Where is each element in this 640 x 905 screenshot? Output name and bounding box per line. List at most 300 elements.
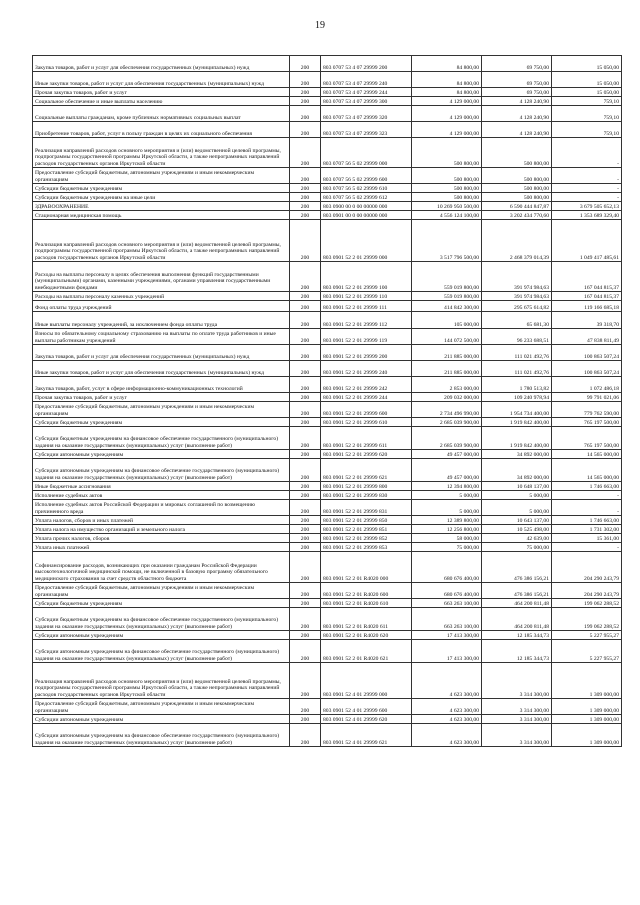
row-approved-amount: 2 734 496 990,00	[412, 402, 482, 418]
row-name: Прочая закупка товаров, работ и услуг	[33, 88, 290, 97]
row-approved-amount: 663 263 100,00	[412, 608, 482, 631]
row-approved-amount: 105 000,00	[412, 312, 482, 329]
row-name: Субсидии бюджетным учреждениям	[33, 418, 290, 427]
row-line-code: 200	[290, 168, 321, 184]
row-name: Приобретение товаров, работ, услуг в пользу граждан в целях их социального обеспечения	[33, 122, 290, 138]
row-approved-amount: 84 800,00	[412, 56, 482, 72]
row-unexecuted-amount: 15 050,00	[552, 56, 622, 72]
row-approved-amount: 4 623 300,00	[412, 724, 482, 747]
row-unexecuted-amount: 1 309 000,00	[552, 715, 622, 724]
row-name: Исполнение судебных актов Российской Федерации и мировых соглашений по возмещению причиненного вреда	[33, 500, 290, 516]
table-row	[33, 312, 622, 329]
table-row	[33, 459, 622, 482]
row-unexecuted-amount: 1 746 663,00	[552, 482, 622, 491]
row-classification-code: 803 0707 53 4 07 29999 320	[321, 106, 412, 122]
row-line-code: 200	[290, 491, 321, 500]
row-unexecuted-amount: -	[552, 500, 622, 516]
row-line-code: 200	[290, 361, 321, 377]
row-name: Иные закупки товаров, работ и услуг для обеспечения государственных (муниципальных) нужд	[33, 361, 290, 377]
table-row	[33, 599, 622, 608]
table-row	[33, 640, 622, 663]
row-classification-code: 803 0901 52 2 01 29999 851	[321, 525, 412, 534]
row-executed-amount: 500 800,00	[482, 138, 552, 168]
row-executed-amount: 295 675 614,82	[482, 301, 552, 312]
row-classification-code: 803 0901 52 2 01 29999 830	[321, 491, 412, 500]
table-row	[33, 663, 622, 699]
row-line-code: 200	[290, 583, 321, 599]
row-executed-amount: 3 314 300,00	[482, 663, 552, 699]
row-classification-code: 803 0901 52 2 01 29999 853	[321, 543, 412, 552]
row-executed-amount: 3 202 434 770,60	[482, 211, 552, 220]
row-classification-code: 803 0901 52 4 01 29999 000	[321, 663, 412, 699]
row-classification-code: 803 0901 52 2 01 29999 242	[321, 377, 412, 393]
row-executed-amount: 10 648 137,00	[482, 482, 552, 491]
table-row	[33, 345, 622, 361]
row-executed-amount: 464 200 811,48	[482, 599, 552, 608]
row-line-code: 200	[290, 663, 321, 699]
row-classification-code: 803 0901 52 2 01 29999 110	[321, 292, 412, 301]
row-approved-amount: 5 000,00	[412, 491, 482, 500]
row-approved-amount: 500 800,00	[412, 193, 482, 202]
row-name: Закупка товаров, работ и услуг для обеспечения государственных (муниципальных) нужд	[33, 345, 290, 361]
row-executed-amount: 3 314 300,00	[482, 699, 552, 715]
row-unexecuted-amount: -	[552, 491, 622, 500]
row-name: Закупка товаров, работ и услуг для обеспечения государственных (муниципальных) нужд	[33, 56, 290, 72]
row-unexecuted-amount: 5 227 955,27	[552, 631, 622, 640]
row-executed-amount: 3 314 300,00	[482, 724, 552, 747]
row-classification-code: 803 0901 52 2 01 29999 112	[321, 312, 412, 329]
row-name: Социальное обеспечение и иные выплаты населению	[33, 97, 290, 106]
row-name: Иные закупки товаров, работ и услуг для обеспечения государственных (муниципальных) нужд	[33, 72, 290, 88]
row-name: Реализация направлений расходов основного мероприятия и (или) ведомственной целевой программы, подпрограммы государственной программы Иркутской области, а также непрограммных направлений расходов государственных органов Иркутской области	[33, 663, 290, 699]
row-classification-code: 803 0707 56 5 02 29999 612	[321, 193, 412, 202]
table-row	[33, 211, 622, 220]
row-approved-amount: 49 457 000,00	[412, 450, 482, 459]
row-name: Исполнение судебных актов	[33, 491, 290, 500]
row-line-code: 200	[290, 450, 321, 459]
row-classification-code: 803 0901 52 2 01 R4020 620	[321, 631, 412, 640]
row-name: Реализация направлений расходов основного мероприятия и (или) ведомственной целевой программы, подпрограммы государственной программы Иркутской области, а также непрограммных направлений расходов государственных органов Иркутской области	[33, 220, 290, 262]
row-line-code: 200	[290, 106, 321, 122]
row-classification-code: 803 0707 53 4 07 29999 300	[321, 97, 412, 106]
row-line-code: 200	[290, 329, 321, 345]
row-executed-amount: 500 800,00	[482, 193, 552, 202]
row-name: Уплата прочих налогов, сборов	[33, 534, 290, 543]
table-row	[33, 184, 622, 193]
row-line-code: 200	[290, 715, 321, 724]
row-classification-code: 803 0901 52 2 01 29999 610	[321, 418, 412, 427]
table-row	[33, 301, 622, 312]
row-approved-amount: 2 685 039 900,00	[412, 418, 482, 427]
table-row	[33, 262, 622, 292]
table-row	[33, 418, 622, 427]
row-line-code: 200	[290, 631, 321, 640]
table-row	[33, 106, 622, 122]
row-approved-amount: 84 800,00	[412, 72, 482, 88]
row-name: Расходы на выплаты персоналу в целях обеспечения выполнения функций государственными (муниципальными) органами, казенными учреждениями, органами управления государственными внебюджетными фондами	[33, 262, 290, 292]
row-executed-amount: 12 185 344,73	[482, 640, 552, 663]
row-name: Прочая закупка товаров, работ и услуг	[33, 393, 290, 402]
row-classification-code: 803 0901 52 2 01 29999 852	[321, 534, 412, 543]
row-name: Закупка товаров, работ, услуг в сфере информационно-коммуникационных технологий	[33, 377, 290, 393]
row-executed-amount: 500 800,00	[482, 184, 552, 193]
row-unexecuted-amount: 1 731 302,00	[552, 525, 622, 534]
row-name: Уплата налога на имущество организаций и земельного налога	[33, 525, 290, 534]
row-line-code: 200	[290, 138, 321, 168]
table-row	[33, 393, 622, 402]
row-classification-code: 803 0901 52 2 01 29999 620	[321, 450, 412, 459]
row-classification-code: 803 0901 52 2 01 29999 800	[321, 482, 412, 491]
row-unexecuted-amount: 765 197 500,00	[552, 427, 622, 450]
row-approved-amount: 663 263 100,00	[412, 599, 482, 608]
row-line-code: 200	[290, 516, 321, 525]
row-name: Взносы по обязательному социальному страхованию на выплаты по оплате труда работников и иные выплаты работникам учреждений	[33, 329, 290, 345]
row-name: Субсидии бюджетным учреждениям	[33, 184, 290, 193]
row-executed-amount: 1 919 842 400,00	[482, 427, 552, 450]
row-approved-amount: 414 842 300,00	[412, 301, 482, 312]
row-approved-amount: 4 556 124 100,00	[412, 211, 482, 220]
row-name: Реализация направлений расходов основного мероприятия и (или) ведомственной целевой программы, подпрограммы государственной программы Иркутской области, а также непрограммных направлений расходов государственных органов Иркутской области	[33, 138, 290, 168]
row-classification-code: 803 0901 52 4 01 29999 600	[321, 699, 412, 715]
row-executed-amount: 12 185 344,73	[482, 631, 552, 640]
row-name: Фонд оплаты труда учреждений	[33, 301, 290, 312]
row-approved-amount: 680 676 400,00	[412, 583, 482, 599]
row-unexecuted-amount: 204 290 243,79	[552, 552, 622, 583]
row-approved-amount: 58 000,00	[412, 534, 482, 543]
row-unexecuted-amount: 3 679 505 652,13	[552, 202, 622, 211]
row-unexecuted-amount: 204 290 243,79	[552, 583, 622, 599]
row-classification-code: 803 0901 52 2 01 29999 621	[321, 459, 412, 482]
table-row	[33, 122, 622, 138]
table-row	[33, 292, 622, 301]
row-unexecuted-amount: 15 050,00	[552, 88, 622, 97]
row-executed-amount: 69 750,00	[482, 72, 552, 88]
table-row	[33, 552, 622, 583]
row-unexecuted-amount: 14 565 000,00	[552, 459, 622, 482]
row-line-code: 200	[290, 202, 321, 211]
row-name: Субсидии бюджетным учреждениям	[33, 599, 290, 608]
row-line-code: 200	[290, 122, 321, 138]
row-approved-amount: 2 685 039 900,00	[412, 427, 482, 450]
row-executed-amount: 391 974 984,63	[482, 292, 552, 301]
row-classification-code: 803 0901 52 2 01 29999 100	[321, 262, 412, 292]
row-name: Социальные выплаты гражданам, кроме публичных нормативных социальных выплат	[33, 106, 290, 122]
row-line-code: 200	[290, 292, 321, 301]
row-line-code: 200	[290, 482, 321, 491]
row-name: Уплата налогов, сборов и иных платежей	[33, 516, 290, 525]
row-classification-code: 803 0901 52 2 01 R4020 611	[321, 608, 412, 631]
row-executed-amount: 2 468 379 014,39	[482, 220, 552, 262]
row-line-code: 200	[290, 312, 321, 329]
row-executed-amount: 3 314 300,00	[482, 715, 552, 724]
row-unexecuted-amount: 15 050,00	[552, 72, 622, 88]
row-approved-amount: 17 413 300,00	[412, 640, 482, 663]
row-approved-amount: 500 800,00	[412, 184, 482, 193]
row-classification-code: 803 0901 00 0 00 00000 000	[321, 211, 412, 220]
row-unexecuted-amount: 39 318,70	[552, 312, 622, 329]
table-row	[33, 329, 622, 345]
row-approved-amount: 144 072 500,00	[412, 329, 482, 345]
row-approved-amount: 75 000,00	[412, 543, 482, 552]
row-approved-amount: 5 000,00	[412, 500, 482, 516]
row-unexecuted-amount: 1 309 000,00	[552, 663, 622, 699]
row-line-code: 200	[290, 393, 321, 402]
table-row	[33, 482, 622, 491]
row-name: Субсидии автономным учреждениям	[33, 631, 290, 640]
row-executed-amount: 391 974 984,63	[482, 262, 552, 292]
row-unexecuted-amount: 100 863 507,24	[552, 345, 622, 361]
row-line-code: 200	[290, 543, 321, 552]
row-classification-code: 803 0707 56 5 02 29999 600	[321, 168, 412, 184]
row-unexecuted-amount: 167 044 815,37	[552, 262, 622, 292]
row-line-code: 200	[290, 301, 321, 312]
row-unexecuted-amount: 759,10	[552, 97, 622, 106]
row-unexecuted-amount: 1 072 486,18	[552, 377, 622, 393]
row-line-code: 200	[290, 500, 321, 516]
row-approved-amount: 4 129 000,00	[412, 122, 482, 138]
table-row	[33, 220, 622, 262]
row-executed-amount: 6 590 444 847,87	[482, 202, 552, 211]
row-classification-code: 803 0901 52 2 01 29999 244	[321, 393, 412, 402]
row-unexecuted-amount: 199 062 288,52	[552, 608, 622, 631]
table-row	[33, 402, 622, 418]
row-unexecuted-amount: 15 361,00	[552, 534, 622, 543]
row-executed-amount: 69 750,00	[482, 88, 552, 97]
row-classification-code: 803 0901 52 2 01 29999 611	[321, 427, 412, 450]
row-line-code: 200	[290, 262, 321, 292]
row-classification-code: 803 0707 53 4 07 29999 200	[321, 56, 412, 72]
row-line-code: 200	[290, 418, 321, 427]
table-row	[33, 56, 622, 72]
row-line-code: 200	[290, 402, 321, 418]
row-line-code: 200	[290, 184, 321, 193]
row-classification-code: 803 0707 53 4 07 29999 240	[321, 72, 412, 88]
row-classification-code: 803 0901 52 2 01 R4020 000	[321, 552, 412, 583]
row-classification-code: 803 0901 52 2 01 29999 119	[321, 329, 412, 345]
row-unexecuted-amount: 765 197 500,00	[552, 418, 622, 427]
row-name: Иные выплаты персоналу учреждений, за исключением фонда оплаты труда	[33, 312, 290, 329]
row-executed-amount: 5 000,00	[482, 491, 552, 500]
row-name: Стационарная медицинская помощь	[33, 211, 290, 220]
row-classification-code: 803 0900 00 0 00 00000 000	[321, 202, 412, 211]
row-unexecuted-amount: -	[552, 543, 622, 552]
row-executed-amount: 1 919 842 400,00	[482, 418, 552, 427]
row-unexecuted-amount: 759,10	[552, 122, 622, 138]
table-row	[33, 543, 622, 552]
row-approved-amount: 4 623 300,00	[412, 715, 482, 724]
row-name: Предоставление субсидий бюджетным, автономным учреждениям и иным некоммерческим организациям	[33, 583, 290, 599]
row-classification-code: 803 0901 52 4 01 29999 620	[321, 715, 412, 724]
row-unexecuted-amount: -	[552, 184, 622, 193]
table-row	[33, 500, 622, 516]
row-unexecuted-amount: 199 062 288,52	[552, 599, 622, 608]
budget-execution-table	[32, 55, 622, 747]
table-row	[33, 193, 622, 202]
table-row	[33, 583, 622, 599]
row-unexecuted-amount: 1 746 663,00	[552, 516, 622, 525]
row-classification-code: 803 0707 53 4 07 29999 244	[321, 88, 412, 97]
table-row	[33, 525, 622, 534]
row-approved-amount: 559 019 800,00	[412, 262, 482, 292]
row-line-code: 200	[290, 599, 321, 608]
row-approved-amount: 4 129 000,00	[412, 97, 482, 106]
row-approved-amount: 211 885 000,00	[412, 345, 482, 361]
row-line-code: 200	[290, 377, 321, 393]
row-unexecuted-amount: 1 353 689 329,40	[552, 211, 622, 220]
row-unexecuted-amount: 759,10	[552, 106, 622, 122]
row-executed-amount: 10 525 498,00	[482, 525, 552, 534]
row-executed-amount: 75 000,00	[482, 543, 552, 552]
row-name: Субсидии бюджетным учреждениям на финансовое обеспечение государственного (муниципального) задания на оказание государственных (муниципальных) услуг (выполнение работ)	[33, 608, 290, 631]
row-name: Субсидии автономным учреждениям на финансовое обеспечение государственного (муниципального) задания на оказание государственных (муниципальных) услуг (выполнение работ)	[33, 459, 290, 482]
row-executed-amount: 4 128 240,90	[482, 122, 552, 138]
row-approved-amount: 49 457 000,00	[412, 459, 482, 482]
row-executed-amount: 4 128 240,90	[482, 106, 552, 122]
row-unexecuted-amount: 119 166 685,18	[552, 301, 622, 312]
row-unexecuted-amount: 100 863 507,24	[552, 361, 622, 377]
row-classification-code: 803 0707 56 5 02 29999 610	[321, 184, 412, 193]
table-row	[33, 631, 622, 640]
row-classification-code: 803 0901 52 2 01 29999 831	[321, 500, 412, 516]
row-line-code: 200	[290, 88, 321, 97]
row-name: Субсидии автономным учреждениям	[33, 715, 290, 724]
row-approved-amount: 680 676 400,00	[412, 552, 482, 583]
row-approved-amount: 84 800,00	[412, 88, 482, 97]
row-classification-code: 803 0901 52 2 01 R4020 600	[321, 583, 412, 599]
row-name: Субсидии бюджетным учреждениям на иные цели	[33, 193, 290, 202]
row-classification-code: 803 0707 53 4 07 29999 323	[321, 122, 412, 138]
row-line-code: 200	[290, 72, 321, 88]
row-approved-amount: 12 394 800,00	[412, 482, 482, 491]
row-line-code: 200	[290, 534, 321, 543]
row-classification-code: 803 0901 52 2 01 29999 600	[321, 402, 412, 418]
row-approved-amount: 500 800,00	[412, 168, 482, 184]
row-classification-code: 803 0901 52 2 01 29999 850	[321, 516, 412, 525]
row-classification-code: 803 0901 52 2 01 R4020 621	[321, 640, 412, 663]
row-unexecuted-amount: -	[552, 193, 622, 202]
row-executed-amount: 464 200 811,48	[482, 608, 552, 631]
row-executed-amount: 65 681,30	[482, 312, 552, 329]
row-classification-code: 803 0901 52 2 01 29999 111	[321, 301, 412, 312]
row-name: Субсидии бюджетным учреждениям на финансовое обеспечение государственного (муниципального) задания на оказание государственных (муниципальных) услуг (выполнение работ)	[33, 427, 290, 450]
row-unexecuted-amount: 779 762 590,00	[552, 402, 622, 418]
table-row	[33, 608, 622, 631]
row-unexecuted-amount: 167 044 815,37	[552, 292, 622, 301]
row-line-code: 200	[290, 640, 321, 663]
row-line-code: 200	[290, 608, 321, 631]
row-executed-amount: 1 780 513,82	[482, 377, 552, 393]
table-row	[33, 361, 622, 377]
row-approved-amount: 4 623 300,00	[412, 663, 482, 699]
table-row	[33, 97, 622, 106]
row-line-code: 200	[290, 193, 321, 202]
row-unexecuted-amount: 99 791 021,06	[552, 393, 622, 402]
row-name: Субсидии автономным учреждениям	[33, 450, 290, 459]
row-executed-amount: 111 021 492,76	[482, 361, 552, 377]
row-classification-code: 803 0901 52 2 01 29999 240	[321, 361, 412, 377]
table-row	[33, 427, 622, 450]
table-row	[33, 202, 622, 211]
table-row	[33, 699, 622, 715]
row-unexecuted-amount: -	[552, 168, 622, 184]
row-line-code: 200	[290, 459, 321, 482]
row-executed-amount: 4 128 240,90	[482, 97, 552, 106]
table-row	[33, 88, 622, 97]
row-approved-amount: 559 019 800,00	[412, 292, 482, 301]
row-executed-amount: 5 000,00	[482, 500, 552, 516]
row-executed-amount: 476 386 156,21	[482, 583, 552, 599]
row-classification-code: 803 0707 56 5 02 29999 000	[321, 138, 412, 168]
row-unexecuted-amount: 47 838 811,49	[552, 329, 622, 345]
row-line-code: 200	[290, 427, 321, 450]
row-name: Субсидии автономным учреждениям на финансовое обеспечение государственного (муниципального) задания на оказание государственных (муниципальных) услуг (выполнение работ)	[33, 640, 290, 663]
row-name: Иные бюджетные ассигнования	[33, 482, 290, 491]
row-approved-amount: 500 800,00	[412, 138, 482, 168]
row-name: ЗДРАВООХРАНЕНИЕ	[33, 202, 290, 211]
page-number: 19	[315, 20, 325, 31]
table-row	[33, 377, 622, 393]
row-line-code: 200	[290, 220, 321, 262]
row-unexecuted-amount: 1 049 417 485,61	[552, 220, 622, 262]
table-row	[33, 491, 622, 500]
row-name: Предоставление субсидий бюджетным, автономным учреждениям и иным некоммерческим организациям	[33, 402, 290, 418]
row-executed-amount: 109 240 978,94	[482, 393, 552, 402]
row-approved-amount: 12 389 800,00	[412, 516, 482, 525]
row-classification-code: 803 0901 52 4 01 29999 621	[321, 724, 412, 747]
table-body	[33, 56, 622, 747]
row-classification-code: 803 0901 52 2 01 29999 200	[321, 345, 412, 361]
row-classification-code: 803 0901 52 2 01 29999 000	[321, 220, 412, 262]
row-executed-amount: 476 386 156,21	[482, 552, 552, 583]
row-line-code: 200	[290, 525, 321, 534]
row-executed-amount: 500 800,00	[482, 168, 552, 184]
table-row	[33, 450, 622, 459]
row-name: Софинансирование расходов, возникающих при оказании гражданам Российской Федерации высокотехнологичной медицинской помощи, не включенной в базовую программу обязательного медицинского страхования за счет средств областного бюджета	[33, 552, 290, 583]
row-approved-amount: 3 517 796 500,00	[412, 220, 482, 262]
table-row	[33, 724, 622, 747]
row-name: Уплата иных платежей	[33, 543, 290, 552]
row-name: Субсидии автономным учреждениям на финансовое обеспечение государственного (муниципального) задания на оказание государственных (муниципальных) услуг (выполнение работ)	[33, 724, 290, 747]
row-executed-amount: 96 233 688,51	[482, 329, 552, 345]
row-line-code: 200	[290, 211, 321, 220]
row-approved-amount: 12 256 800,00	[412, 525, 482, 534]
row-unexecuted-amount: 1 309 000,00	[552, 724, 622, 747]
table-row	[33, 138, 622, 168]
row-line-code: 200	[290, 345, 321, 361]
row-line-code: 200	[290, 552, 321, 583]
row-executed-amount: 111 021 492,76	[482, 345, 552, 361]
row-executed-amount: 1 954 734 400,00	[482, 402, 552, 418]
row-line-code: 200	[290, 97, 321, 106]
row-unexecuted-amount: -	[552, 138, 622, 168]
row-executed-amount: 42 639,00	[482, 534, 552, 543]
table-row	[33, 715, 622, 724]
row-name: Расходы на выплаты персоналу казенных учреждений	[33, 292, 290, 301]
row-approved-amount: 4 129 000,00	[412, 106, 482, 122]
row-line-code: 200	[290, 56, 321, 72]
row-approved-amount: 2 853 000,00	[412, 377, 482, 393]
row-approved-amount: 211 885 000,00	[412, 361, 482, 377]
row-approved-amount: 209 032 000,00	[412, 393, 482, 402]
table-row	[33, 516, 622, 525]
row-approved-amount: 17 413 300,00	[412, 631, 482, 640]
row-approved-amount: 4 623 300,00	[412, 699, 482, 715]
row-unexecuted-amount: 14 565 000,00	[552, 450, 622, 459]
row-executed-amount: 34 892 000,00	[482, 459, 552, 482]
row-approved-amount: 10 269 950 500,00	[412, 202, 482, 211]
table-row	[33, 72, 622, 88]
row-executed-amount: 69 750,00	[482, 56, 552, 72]
